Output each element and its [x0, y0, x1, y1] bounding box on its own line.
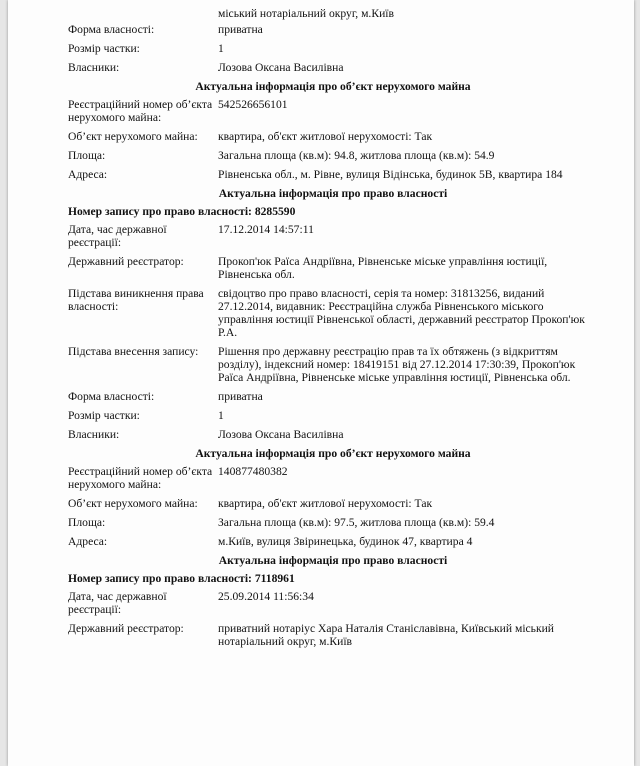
field-value: Загальна площа (кв.м): 97.5, житлова площа (кв.м): 59.4: [218, 516, 495, 529]
field-value: 140877480382: [218, 465, 288, 478]
field-row: [68, 465, 598, 491]
field-label: Площа:: [68, 149, 106, 162]
field-label: Розмір частки:: [68, 409, 140, 422]
field-label: Об’єкт нерухомого майна:: [68, 497, 198, 510]
field-row: [68, 98, 598, 124]
field-value: 1: [218, 409, 224, 422]
field-row: [68, 428, 598, 441]
field-label: Дата, час державної реєстрації:: [68, 223, 167, 249]
field-value: 542526656101: [218, 98, 288, 111]
document-content: [68, 7, 598, 654]
field-row: [68, 345, 598, 384]
document-page: [8, 0, 634, 766]
field-value: Прокоп'юк Раїса Андріївна, Рівненське міське управління юстиції, Рівненська обл.: [218, 255, 548, 281]
field-label: Дата, час державної реєстрації:: [68, 590, 167, 616]
field-row: [68, 61, 598, 74]
field-label: Власники:: [68, 428, 120, 441]
field-row: [68, 130, 598, 143]
field-row: [68, 255, 598, 281]
field-row: [68, 590, 598, 616]
field-value: Лозова Оксана Василівна: [218, 61, 344, 74]
field-label: Державний реєстратор:: [68, 622, 184, 635]
field-label: Адреса:: [68, 168, 108, 181]
field-row: [68, 149, 598, 162]
field-row: [68, 516, 598, 529]
field-value: приватна: [218, 23, 263, 36]
field-row: [68, 622, 598, 648]
field-label: Підстава внесення запису:: [68, 345, 199, 358]
field-row: [68, 168, 598, 181]
field-value: приватна: [218, 390, 263, 403]
field-row: [68, 23, 598, 36]
field-value: приватний нотаріус Хара Наталія Станіславівна, Київський міський нотаріальний округ, м.Київ: [218, 622, 555, 648]
field-value: Рішення про державну реєстрацію прав та їх обтяжень (з відкриттям розділу), індексний номер: 18419151 від 27.12.2014 17:30:39, Прокоп'юк Раїса Андріївна, Рівненське міське управління юстиції, Рівненська обл.: [218, 345, 576, 384]
record-number: Номер запису про право власності: 7118961: [68, 572, 295, 585]
field-row: [68, 42, 598, 55]
record-number: Номер запису про право власності: 8285590: [68, 205, 296, 218]
field-label: Площа:: [68, 516, 106, 529]
field-row: [68, 535, 598, 548]
field-value: свідоцтво про право власності, серія та номер: 31813256, виданий 27.12.2014, видавник: Реєстраційна служба Рівненського міського управління юстиції Рівненської області, державний реєстратор Прокоп'юк Р.А.: [218, 287, 585, 339]
field-label: Розмір частки:: [68, 42, 140, 55]
field-value: квартира, об'єкт житлової нерухомості: Так: [218, 130, 433, 143]
field-row: [68, 223, 598, 249]
field-value: 1: [218, 42, 224, 55]
field-label: Об’єкт нерухомого майна:: [68, 130, 198, 143]
section-heading: Актуальна інформація про об’єкт нерухомого майна: [195, 447, 471, 460]
field-row: [68, 287, 598, 339]
field-row: [68, 390, 598, 403]
field-label: Власники:: [68, 61, 120, 74]
section-heading: Актуальна інформація про право власності: [218, 554, 448, 567]
field-value: 17.12.2014 14:57:11: [218, 223, 314, 236]
field-label: Реєстраційний номер об’єкта нерухомого майна:: [68, 465, 213, 491]
field-value: Загальна площа (кв.м): 94.8, житлова площа (кв.м): 54.9: [218, 149, 495, 162]
field-label: Форма власності:: [68, 390, 155, 403]
field-value: 25.09.2014 11:56:34: [218, 590, 314, 603]
field-row: [68, 497, 598, 510]
field-label: Форма власності:: [68, 23, 155, 36]
top-line-text: міський нотаріальний округ, м.Київ: [218, 7, 394, 20]
field-label: Адреса:: [68, 535, 108, 548]
field-value: Лозова Оксана Василівна: [218, 428, 344, 441]
section-heading: Актуальна інформація про право власності: [218, 187, 448, 200]
field-label: Державний реєстратор:: [68, 255, 184, 268]
field-label: Підстава виникнення права власності:: [68, 287, 204, 313]
field-value: Рівненська обл., м. Рівне, вулиця Відінська, будинок 5В, квартира 184: [218, 168, 563, 181]
top-line-row: [68, 7, 598, 23]
section-heading: Актуальна інформація про об’єкт нерухомого майна: [195, 80, 471, 93]
field-label: Реєстраційний номер об’єкта нерухомого майна:: [68, 98, 213, 124]
field-value: квартира, об'єкт житлової нерухомості: Так: [218, 497, 433, 510]
field-row: [68, 409, 598, 422]
field-value: м.Київ, вулиця Звіринецька, будинок 47, квартира 4: [218, 535, 473, 548]
